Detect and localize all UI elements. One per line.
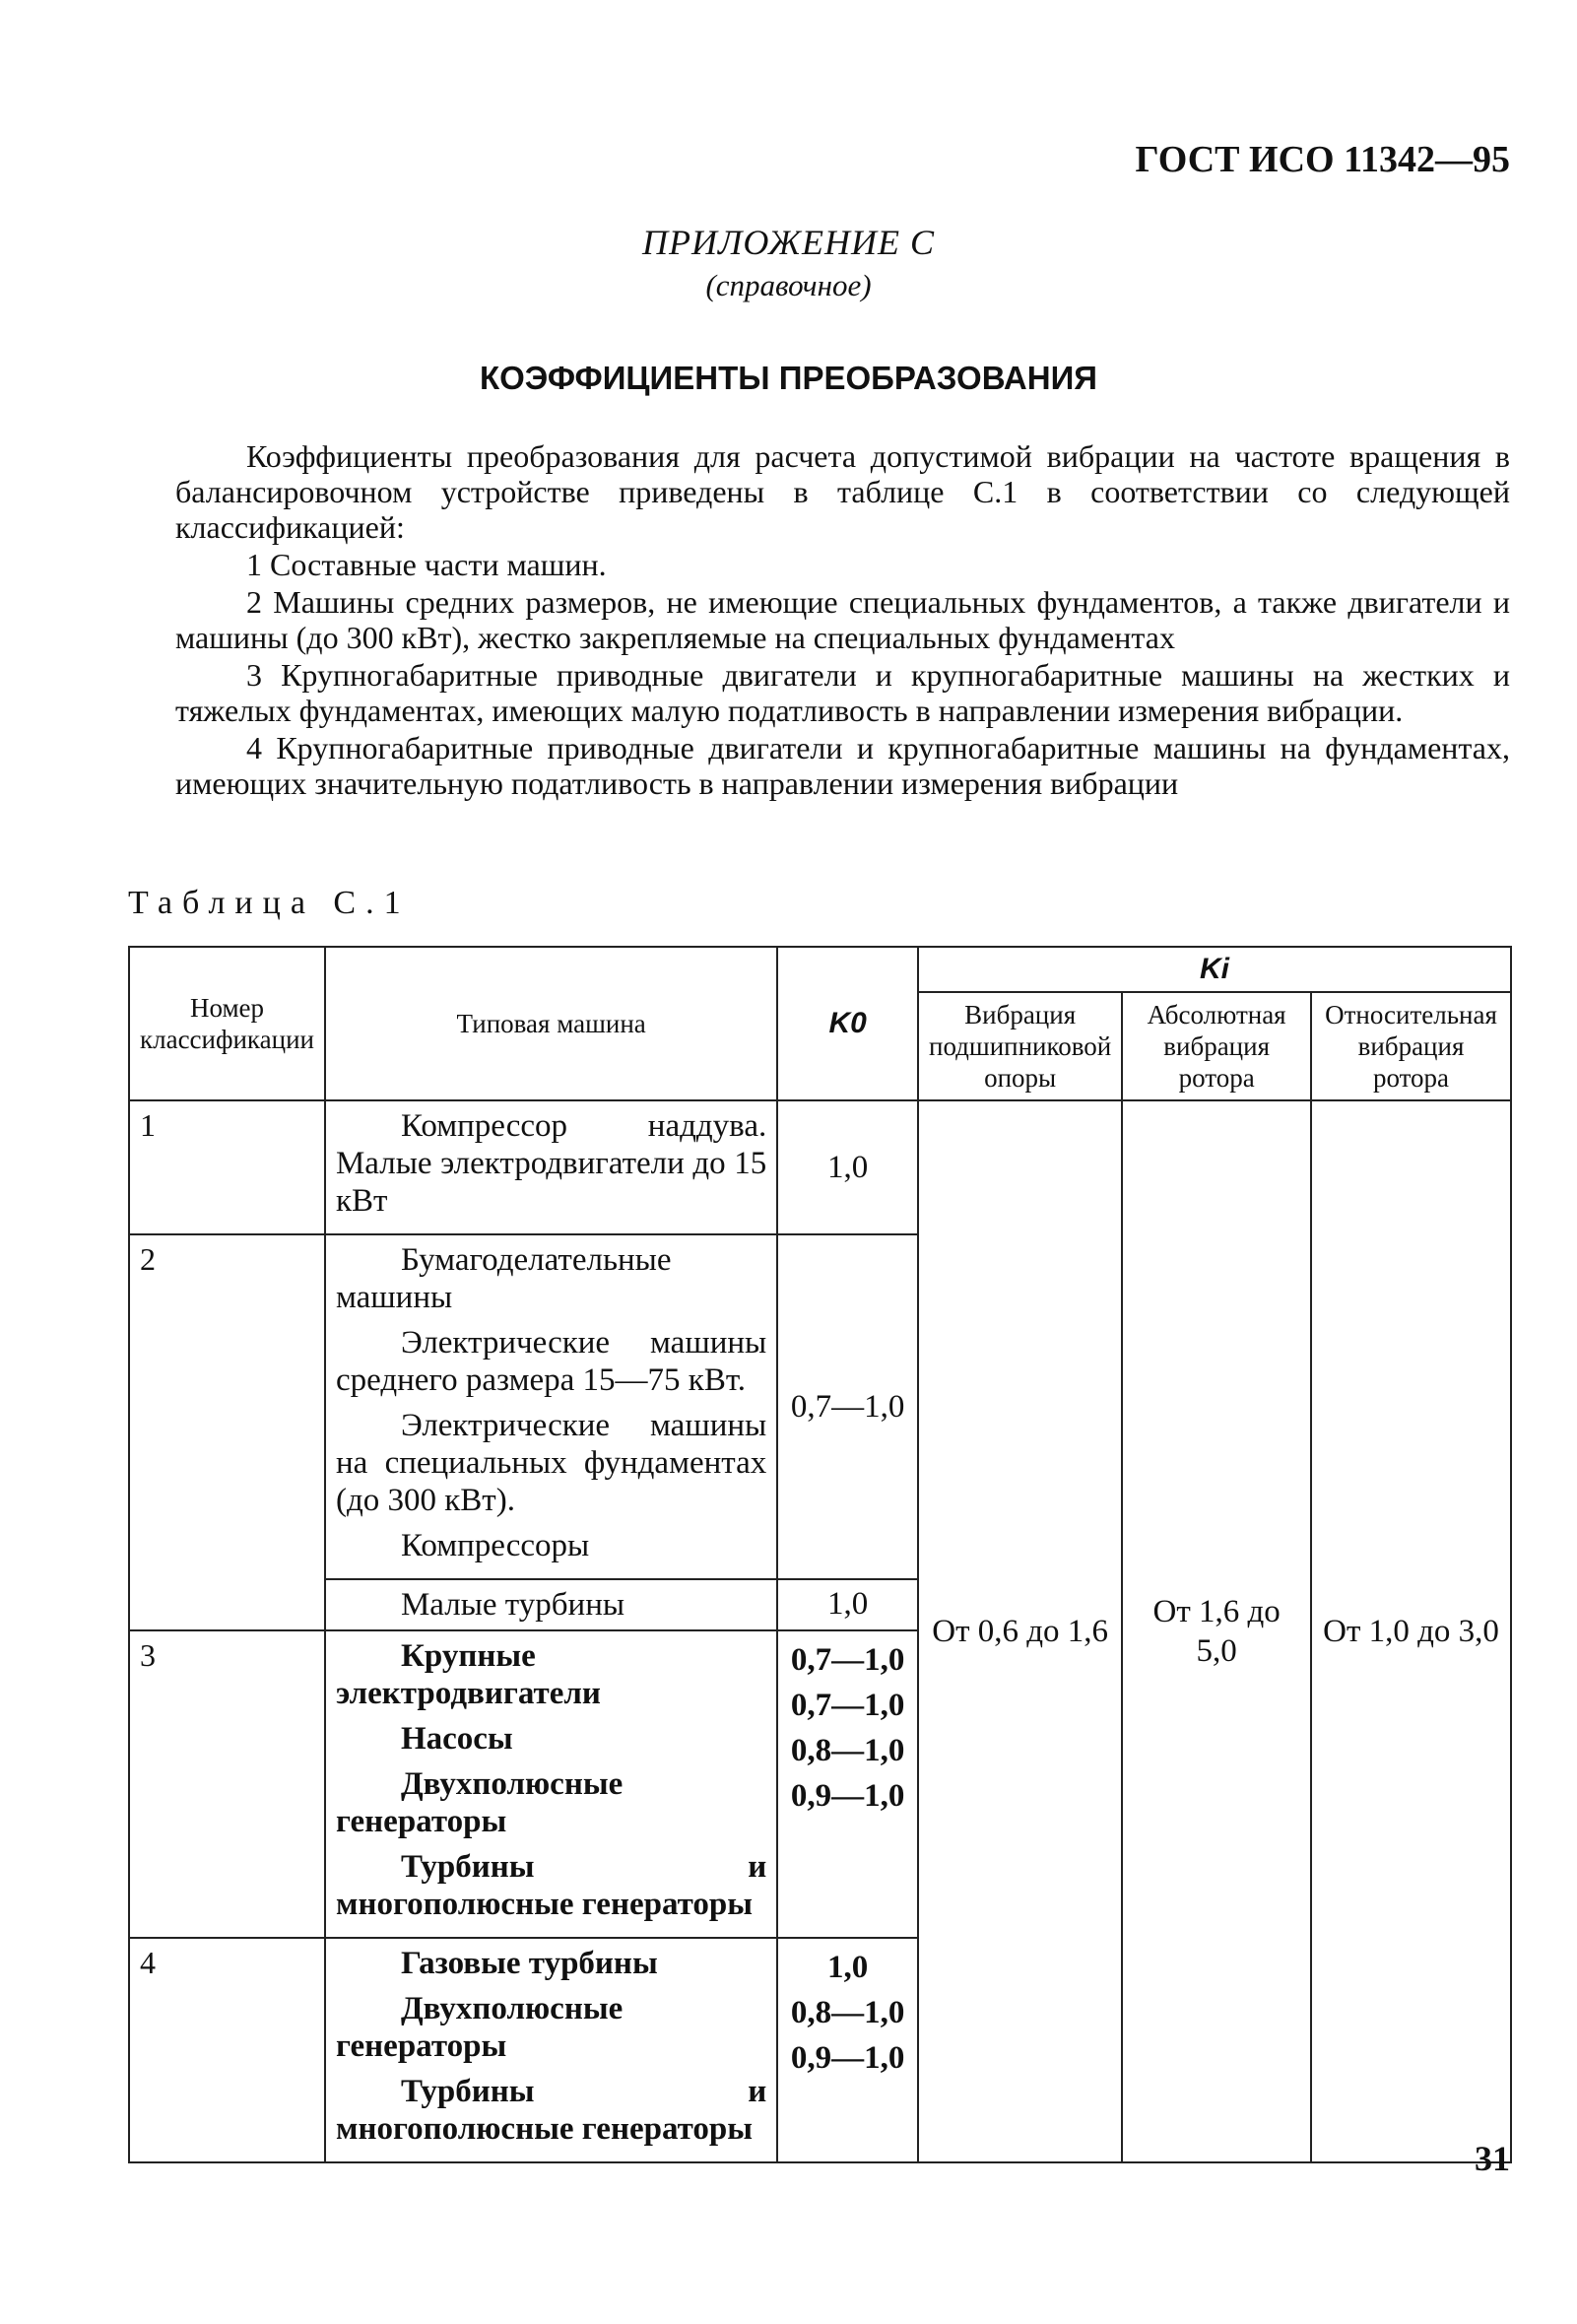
standard-code: ГОСТ ИСО 11342—95 [1135,139,1510,180]
machine-name: Электрические машины среднего размера 15—75 кВт. [335,1325,767,1398]
machine-name: Крупные электродвигатели [335,1638,601,1711]
class-number: 4 [129,1938,325,2162]
page-number: 31 [1475,2139,1510,2178]
paragraph: 2 Машины средних размеров, не имеющие специальных фундаментов, а также двигатели и машины (до 300 кВт), жестко закрепляемые на специальных фундаментах [175,584,1510,655]
header-class-number: Номер классификации [129,947,325,1100]
class-number: 3 [129,1630,325,1938]
machine-name: Газовые турбины [400,1946,658,1981]
paragraph: 3 Крупногабаритные приводные двигатели и крупногабаритные машины на жестких и тяжелых фундаментах, имеющих малую податливость в направлении измерения вибрации. [175,657,1510,728]
machine-name: Двухполюсные генераторы [335,1766,624,1839]
intro-text [175,438,1510,803]
header-k0: K0 [777,947,918,1100]
machine-name: Двухполюсные генераторы [335,1991,624,2064]
paragraph: Коэффициенты преобразования для расчета допустимой вибрации на частоте вращения в балансировочном устройстве приведены в таблице С.1 в соответствии со следующей классификацией: [175,438,1510,545]
header-k1-relative: Относительная вибрация ротора [1311,992,1511,1100]
table-caption: Таблица С.1 [128,885,411,921]
k0-value: 0,7—1,0 [777,1234,918,1579]
appendix-title: ПРИЛОЖЕНИЕ С [642,223,935,262]
k1-relative-value: От 1,0 до 3,0 [1311,1100,1511,2162]
machine-name: Турбины и многополюсные генераторы [335,2074,767,2147]
k0-value-item: 0,8—1,0 [790,1995,905,2030]
k0-value [777,1630,918,1938]
k1-bearing-value: От 0,6 до 1,6 [918,1100,1122,2162]
paragraph: 4 Крупногабаритные приводные двигатели и крупногабаритные машины на фундаментах, имеющих значительную податливость в направлении измерения вибрации [175,730,1510,801]
k1-absolute-value: От 1,6 до 5,0 [1122,1100,1311,2162]
machine-name: Насосы [400,1721,513,1757]
machine-name: Малые турбины [400,1587,625,1623]
header-machine: Типовая машина [325,947,777,1100]
conversion-table [128,946,1512,2163]
class-number: 1 [129,1100,325,1234]
machine-cell [325,1938,777,2162]
machine-name: Компрессор наддува. Малые электродвигатели до 15 кВт [335,1108,767,1219]
paragraph: 1 Составные части машин. [246,547,607,582]
header-k1: Ki [918,947,1511,992]
class-number: 2 [129,1234,325,1630]
k0-value-item: 0,9—1,0 [790,1778,905,1814]
header-k1-bearing: Вибрация подшипниковой опоры [918,992,1122,1100]
k0-value-item: 0,8—1,0 [790,1733,905,1768]
machine-name: Электрические машины на специальных фундаментах (до 300 кВт). [335,1408,767,1518]
machine-cell [325,1234,777,1579]
k0-value-item: 0,9—1,0 [790,2040,905,2076]
machine-name: Компрессоры [400,1528,590,1563]
table-row [129,1100,1511,1234]
table-header-row [129,947,1511,992]
k0-value-item: 1,0 [826,1950,869,1985]
machine-cell [325,1630,777,1938]
k0-value: 1,0 [777,1579,918,1630]
machine-cell [325,1579,777,1630]
machine-name: Турбины и многополюсные генераторы [335,1849,767,1922]
k0-value: 1,0 [777,1100,918,1234]
machine-cell [325,1100,777,1234]
section-heading: КОЭФФИЦИЕНТЫ ПРЕОБРАЗОВАНИЯ [479,360,1098,396]
machine-name: Бумагоделательные машины [335,1242,672,1315]
appendix-subtitle: (справочное) [705,268,872,302]
header-k1-absolute: Абсолютная вибрация ротора [1122,992,1311,1100]
k0-value-item: 0,7—1,0 [790,1688,905,1723]
k0-value [777,1938,918,2162]
k0-value-item: 0,7—1,0 [790,1642,905,1678]
